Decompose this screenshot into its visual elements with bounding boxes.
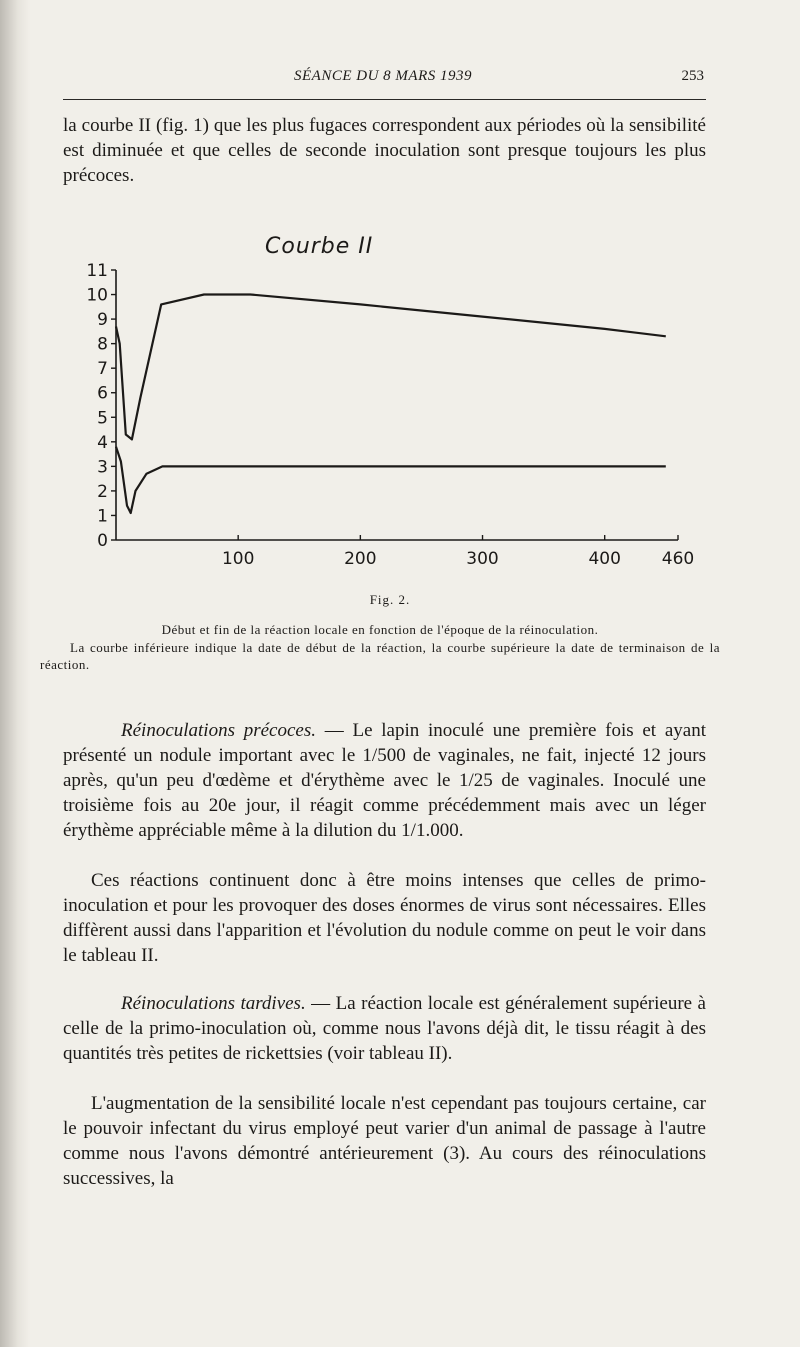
section-precoces-paragraph-2: Ces réactions continuent donc à être moins intenses que celles de primo-inoculation et pour les provoquer des doses énormes de virus sont nécessaires. Elles diffèrent aussi dans l'apparition et l'évolution du nodule comme on peut le voir dans le tableau II. bbox=[63, 870, 706, 966]
y-tick-label: 0 bbox=[97, 531, 108, 551]
header-rule bbox=[63, 99, 706, 100]
x-tick-label: 300 bbox=[466, 549, 499, 569]
section-tardives-body: — La réaction locale est généralement supérieure à celle de la primo-inoculation où, comme nous l'avons déjà dit, le tissu réagit à des quantités très petites de rickettsies (voir tableau II). bbox=[63, 993, 706, 1064]
y-tick-label: 1 bbox=[97, 506, 108, 527]
running-head bbox=[60, 68, 706, 90]
y-tick-label: 8 bbox=[97, 334, 108, 355]
section-tardives-paragraph bbox=[63, 991, 706, 1066]
page-binding-shadow bbox=[0, 0, 30, 1347]
series-upper-line bbox=[116, 295, 666, 440]
y-tick-label: 7 bbox=[97, 359, 108, 380]
section-tardives-paragraph-2: L'augmentation de la sensibilité locale n'est cependant pas toujours certaine, car le pouvoir infectant du virus employé peut varier d'un animal de passage à l'autre comme nous l'avons démontré antérieurement (3). Au cours des réinoculations successives, la bbox=[63, 1093, 706, 1189]
y-tick-label: 2 bbox=[97, 481, 108, 502]
x-tick-label: 400 bbox=[588, 549, 621, 569]
chart-title: Courbe II bbox=[265, 234, 374, 259]
series-lower-line bbox=[116, 447, 666, 513]
section-tardives-heading: Réinoculations tardives. bbox=[121, 993, 306, 1014]
section-precoces-body: — Le lapin inoculé une première fois et ayant présenté un nodule important avec le 1/500 de vaginales, ne fait, injecté 12 jours après, qu'un peu d'œdème et d'érythème avec le 1/25 de vaginales. Inoculé une troisième fois au 20e jour, il réagit comme précédemment mais avec un léger érythème appréciable même à la dilution du 1/1.000. bbox=[63, 720, 706, 841]
y-tick-label: 4 bbox=[97, 432, 108, 453]
figure-label: Fig. 2. bbox=[369, 592, 411, 607]
y-tick-label: 3 bbox=[97, 457, 108, 478]
section-precoces-paragraph bbox=[63, 718, 706, 843]
y-tick-label: 11 bbox=[86, 261, 108, 281]
y-tick-label: 5 bbox=[97, 408, 108, 429]
x-tick-label: 460 bbox=[661, 549, 695, 569]
y-tick-label: 10 bbox=[86, 285, 108, 306]
section-precoces-heading: Réinoculations précoces. bbox=[121, 720, 316, 741]
running-title: SÉANCE DU 8 MARS 1939 bbox=[294, 68, 472, 84]
chart-canvas bbox=[60, 228, 710, 588]
intro-paragraph: la courbe II (fig. 1) que les plus fugaces correspondent aux périodes où la sensibilité est diminuée et que celles de seconde inoculation sont presque toujours les plus précoces. bbox=[63, 115, 706, 186]
x-tick-label: 100 bbox=[221, 549, 255, 569]
figure-caption-rest: La courbe inférieure indique la date de début de la réaction, la courbe supérieure la date de terminaison de la réaction. bbox=[40, 640, 720, 672]
y-tick-label: 6 bbox=[97, 383, 108, 404]
page-number: 253 bbox=[681, 68, 704, 84]
figure-caption-line1: Début et fin de la réaction locale en fonction de l'époque de la réinoculation. bbox=[161, 622, 599, 637]
y-tick-label: 9 bbox=[97, 310, 108, 331]
figure-2-chart bbox=[60, 228, 710, 588]
x-tick-label: 200 bbox=[344, 549, 377, 569]
